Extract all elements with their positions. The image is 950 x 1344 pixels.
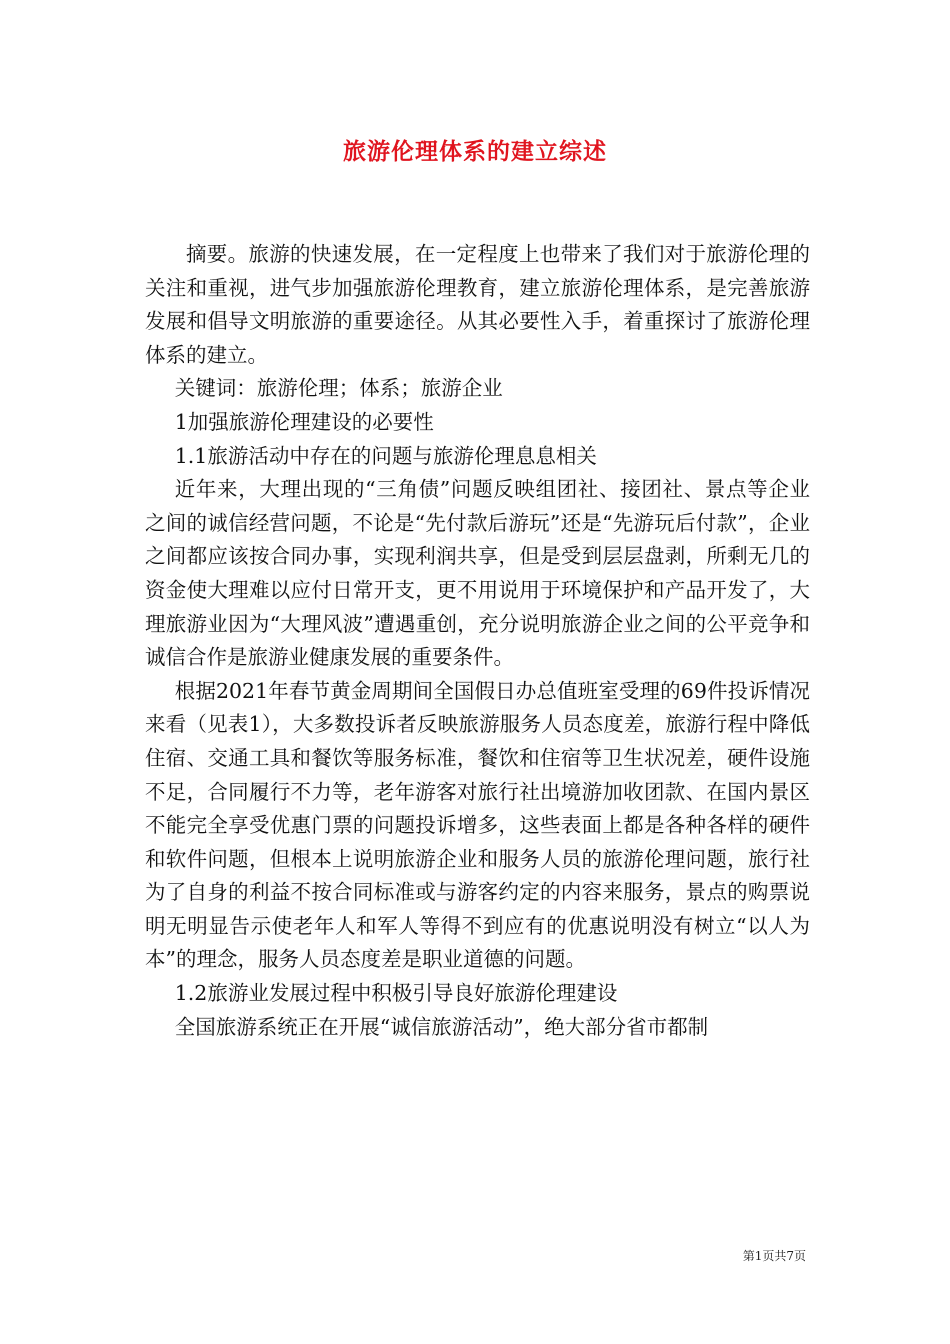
subsection-heading: 1.1旅游活动中存在的问题与旅游伦理息息相关 [174, 443, 597, 468]
subsection-heading: 1.2旅游业发展过程中积极引导良好旅游伦理建设 [174, 981, 618, 1006]
abstract-paragraph: 摘要。旅游的快速发展，在一定程度上也带来了我们对于旅游伦理的关注和重视，进气步加强旅游伦理教育，建立旅游伦理体系，是完善旅游发展和倡导文明旅游的重要途径。从其必要性入手，着重探讨了旅游伦理体系的建立。 [145, 242, 810, 367]
section-heading: 1加强旅游伦理建设的必要性 [174, 409, 434, 434]
page-indicator: 第1页共7页 [742, 1249, 806, 1263]
body-paragraph: 全国旅游系统正在开展“诚信旅游活动”，绝大部分省市都制 [174, 1014, 709, 1039]
document-body [145, 238, 810, 1044]
body-paragraph: 近年来，大理出现的“三角债”问题反映组团社、接团社、景点等企业之间的诚信经营问题，不论是“先付款后游玩”还是“先游玩后付款”，企业之间都应该按合同办事，实现利润共享，但是受到层层盘剥，所剩无几的资金使大理难以应付日常开支，更不用说用于环境保护和产品开发了，大理旅游业因为“大理风波”遭遇重创，充分说明旅游企业之间的公平竞争和诚信合作是旅游业健康发展的重要条件。 [145, 477, 810, 670]
keywords-line: 关键词：旅游伦理；体系；旅游企业 [174, 376, 503, 401]
body-paragraph: 根据2021年春节黄金周期间全国假日办总值班室受理的69件投诉情况来看（见表1），大多数投诉者反映旅游服务人员态度差，旅游行程中降低住宿、交通工具和餐饮等服务标准，餐饮和住宿等卫生状况差，硬件设施不足，合同履行不力等，老年游客对旅行社出境游加收团款、在国内景区不能完全享受优惠门票的问题投诉增多，这些表面上都是各种各样的硬件和软件问题，但根本上说明旅游企业和服务人员的旅游伦理问题，旅行社为了自身的利益不按合同标准或与游客约定的内容来服务，景点的购票说明无明显告示使老年人和军人等得不到应有的优惠说明没有树立“以人为本”的理念，服务人员态度差是职业道德的问题。 [145, 678, 810, 972]
document-title: 旅游伦理体系的建立综述 [343, 138, 607, 165]
